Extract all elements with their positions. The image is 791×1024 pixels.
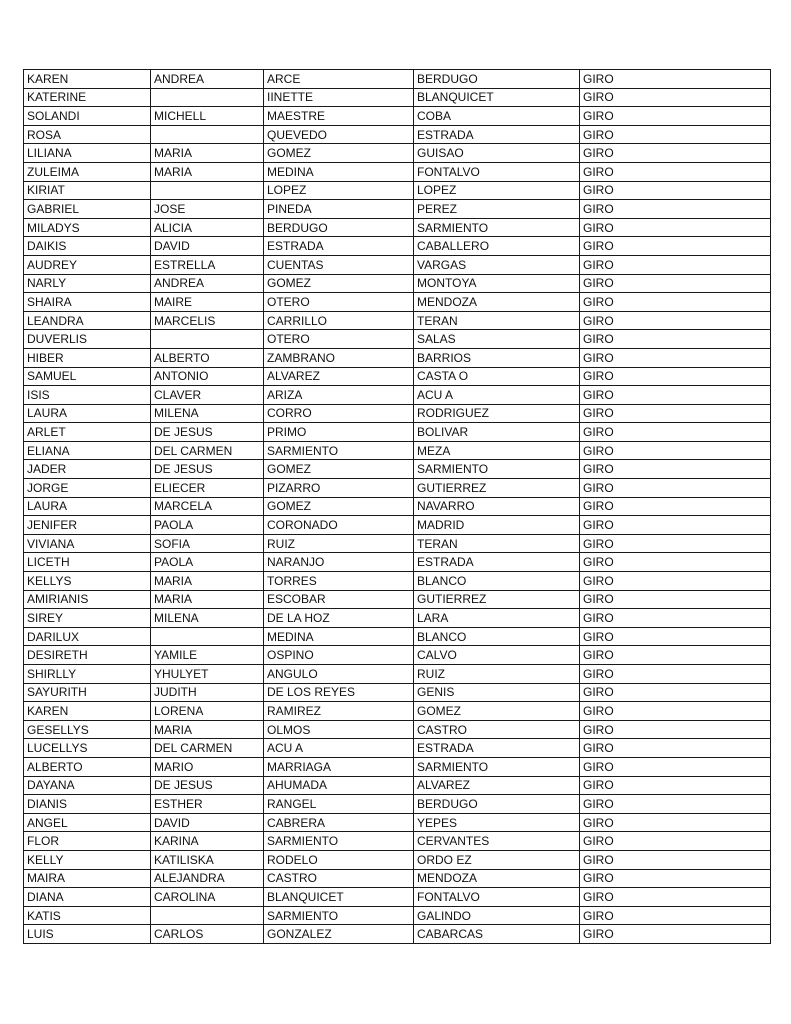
second-surname-cell: LOPEZ [414,181,580,200]
type-cell: GIRO [580,162,771,181]
type-cell: GIRO [580,70,771,89]
table-row [24,925,771,944]
first-name-cell: ROSA [24,125,151,144]
first-name-cell: MAIRA [24,869,151,888]
type-cell: GIRO [580,237,771,256]
first-surname-cell: PINEDA [264,200,414,219]
first-surname-cell: ARCE [264,70,414,89]
table-row [24,739,771,758]
first-surname-cell: ESTRADA [264,237,414,256]
type-cell: GIRO [580,627,771,646]
table-row [24,274,771,293]
type-cell: GIRO [580,125,771,144]
type-cell: GIRO [580,107,771,126]
type-cell: GIRO [580,311,771,330]
middle-name-cell: MARIA [151,162,264,181]
first-surname-cell: PRIMO [264,423,414,442]
middle-name-cell: CLAVER [151,386,264,405]
second-surname-cell: PEREZ [414,200,580,219]
middle-name-cell: DEL CARMEN [151,441,264,460]
table-row [24,906,771,925]
table-row [24,367,771,386]
first-name-cell: LEANDRA [24,311,151,330]
first-surname-cell: AHUMADA [264,776,414,795]
first-surname-cell: OLMOS [264,720,414,739]
first-surname-cell: ANGULO [264,665,414,684]
second-surname-cell: MONTOYA [414,274,580,293]
second-surname-cell: TERAN [414,534,580,553]
middle-name-cell: DE JESUS [151,460,264,479]
middle-name-cell: YHULYET [151,665,264,684]
middle-name-cell: ALEJANDRA [151,869,264,888]
first-name-cell: FLOR [24,832,151,851]
first-surname-cell: GOMEZ [264,144,414,163]
type-cell: GIRO [580,832,771,851]
second-surname-cell: GENIS [414,683,580,702]
middle-name-cell: MARIO [151,757,264,776]
second-surname-cell: BERDUGO [414,70,580,89]
table-row [24,497,771,516]
type-cell: GIRO [580,906,771,925]
middle-name-cell [151,181,264,200]
first-surname-cell: CABRERA [264,813,414,832]
type-cell: GIRO [580,850,771,869]
second-surname-cell: SARMIENTO [414,218,580,237]
first-name-cell: DARILUX [24,627,151,646]
first-name-cell: ANGEL [24,813,151,832]
first-name-cell: NARLY [24,274,151,293]
first-surname-cell: ZAMBRANO [264,348,414,367]
first-surname-cell: ALVAREZ [264,367,414,386]
first-name-cell: LICETH [24,553,151,572]
first-surname-cell: GONZALEZ [264,925,414,944]
first-name-cell: KELLYS [24,572,151,591]
first-surname-cell: PIZARRO [264,479,414,498]
type-cell: GIRO [580,441,771,460]
type-cell: GIRO [580,181,771,200]
type-cell: GIRO [580,367,771,386]
second-surname-cell: YEPES [414,813,580,832]
second-surname-cell: GALINDO [414,906,580,925]
second-surname-cell: MENDOZA [414,293,580,312]
type-cell: GIRO [580,534,771,553]
first-surname-cell: BERDUGO [264,218,414,237]
second-surname-cell: ESTRADA [414,739,580,758]
table-row [24,441,771,460]
second-surname-cell: COBA [414,107,580,126]
second-surname-cell: ORDO EZ [414,850,580,869]
middle-name-cell: DE JESUS [151,776,264,795]
first-name-cell: DIANIS [24,795,151,814]
first-name-cell: SAYURITH [24,683,151,702]
first-name-cell: DESIRETH [24,646,151,665]
table-row [24,255,771,274]
middle-name-cell: MARIA [151,720,264,739]
first-surname-cell: OSPINO [264,646,414,665]
first-surname-cell: TORRES [264,572,414,591]
first-name-cell: KATERINE [24,88,151,107]
middle-name-cell: MARIA [151,144,264,163]
first-name-cell: LILIANA [24,144,151,163]
middle-name-cell [151,906,264,925]
first-surname-cell: IINETTE [264,88,414,107]
table-row [24,423,771,442]
middle-name-cell: MILENA [151,609,264,628]
type-cell: GIRO [580,869,771,888]
type-cell: GIRO [580,813,771,832]
table-row [24,70,771,89]
table-row [24,609,771,628]
table-row [24,665,771,684]
second-surname-cell: BERDUGO [414,795,580,814]
type-cell: GIRO [580,423,771,442]
type-cell: GIRO [580,590,771,609]
second-surname-cell: ALVAREZ [414,776,580,795]
first-surname-cell: NARANJO [264,553,414,572]
middle-name-cell: PAOLA [151,553,264,572]
table-row [24,181,771,200]
middle-name-cell: MARCELA [151,497,264,516]
type-cell: GIRO [580,683,771,702]
middle-name-cell [151,627,264,646]
first-surname-cell: OTERO [264,330,414,349]
first-name-cell: ISIS [24,386,151,405]
table-row [24,348,771,367]
table-row [24,627,771,646]
table-row [24,683,771,702]
first-surname-cell: SARMIENTO [264,906,414,925]
type-cell: GIRO [580,702,771,721]
table-row [24,516,771,535]
second-surname-cell: CASTA O [414,367,580,386]
middle-name-cell: PAOLA [151,516,264,535]
first-name-cell: KELLY [24,850,151,869]
type-cell: GIRO [580,88,771,107]
first-name-cell: SHAIRA [24,293,151,312]
first-name-cell: ZULEIMA [24,162,151,181]
second-surname-cell: BOLIVAR [414,423,580,442]
first-surname-cell: CORRO [264,404,414,423]
type-cell: GIRO [580,386,771,405]
table-row [24,850,771,869]
table-row [24,572,771,591]
table-row [24,479,771,498]
middle-name-cell: CAROLINA [151,888,264,907]
table-row [24,293,771,312]
first-name-cell: LUIS [24,925,151,944]
first-name-cell: KATIS [24,906,151,925]
middle-name-cell: MARIA [151,590,264,609]
second-surname-cell: BLANQUICET [414,88,580,107]
second-surname-cell: ESTRADA [414,553,580,572]
first-name-cell: ARLET [24,423,151,442]
type-cell: GIRO [580,553,771,572]
first-name-cell: AMIRIANIS [24,590,151,609]
middle-name-cell: MILENA [151,404,264,423]
second-surname-cell: NAVARRO [414,497,580,516]
first-surname-cell: GOMEZ [264,274,414,293]
first-name-cell: AUDREY [24,255,151,274]
second-surname-cell: GOMEZ [414,702,580,721]
middle-name-cell: JUDITH [151,683,264,702]
second-surname-cell: GUISAO [414,144,580,163]
type-cell: GIRO [580,665,771,684]
first-name-cell: VIVIANA [24,534,151,553]
type-cell: GIRO [580,516,771,535]
table-row [24,162,771,181]
first-name-cell: SOLANDI [24,107,151,126]
first-surname-cell: MARRIAGA [264,757,414,776]
middle-name-cell [151,125,264,144]
table-row [24,107,771,126]
middle-name-cell: ANDREA [151,274,264,293]
first-surname-cell: CORONADO [264,516,414,535]
middle-name-cell: ANTONIO [151,367,264,386]
type-cell: GIRO [580,479,771,498]
table-row [24,404,771,423]
middle-name-cell: ESTRELLA [151,255,264,274]
first-surname-cell: ARIZA [264,386,414,405]
first-name-cell: JORGE [24,479,151,498]
first-surname-cell: MAESTRE [264,107,414,126]
second-surname-cell: RODRIGUEZ [414,404,580,423]
type-cell: GIRO [580,255,771,274]
second-surname-cell: CABARCAS [414,925,580,944]
middle-name-cell: CARLOS [151,925,264,944]
table-row [24,330,771,349]
type-cell: GIRO [580,572,771,591]
second-surname-cell: FONTALVO [414,888,580,907]
first-name-cell: SHIRLLY [24,665,151,684]
first-surname-cell: ACU A [264,739,414,758]
first-surname-cell: CARRILLO [264,311,414,330]
first-name-cell: ELIANA [24,441,151,460]
type-cell: GIRO [580,144,771,163]
middle-name-cell [151,330,264,349]
middle-name-cell [151,88,264,107]
table-row [24,813,771,832]
first-surname-cell: MEDINA [264,162,414,181]
second-surname-cell: GUTIERREZ [414,590,580,609]
first-name-cell: SIREY [24,609,151,628]
type-cell: GIRO [580,330,771,349]
type-cell: GIRO [580,460,771,479]
first-surname-cell: DE LOS REYES [264,683,414,702]
first-name-cell: KAREN [24,70,151,89]
type-cell: GIRO [580,888,771,907]
type-cell: GIRO [580,609,771,628]
first-name-cell: KIRIAT [24,181,151,200]
first-surname-cell: ESCOBAR [264,590,414,609]
type-cell: GIRO [580,200,771,219]
type-cell: GIRO [580,795,771,814]
middle-name-cell: MARIA [151,572,264,591]
second-surname-cell: CALVO [414,646,580,665]
middle-name-cell: MICHELL [151,107,264,126]
table-row [24,88,771,107]
type-cell: GIRO [580,925,771,944]
second-surname-cell: SARMIENTO [414,460,580,479]
table-row [24,144,771,163]
table-row [24,218,771,237]
middle-name-cell: YAMILE [151,646,264,665]
first-surname-cell: OTERO [264,293,414,312]
second-surname-cell: TERAN [414,311,580,330]
middle-name-cell: JOSE [151,200,264,219]
table-row [24,702,771,721]
table-row [24,757,771,776]
first-surname-cell: GOMEZ [264,497,414,516]
middle-name-cell: MARCELIS [151,311,264,330]
middle-name-cell: LORENA [151,702,264,721]
second-surname-cell: SARMIENTO [414,757,580,776]
middle-name-cell: SOFIA [151,534,264,553]
table-row [24,869,771,888]
first-surname-cell: SARMIENTO [264,832,414,851]
second-surname-cell: MADRID [414,516,580,535]
first-name-cell: JENIFER [24,516,151,535]
middle-name-cell: DE JESUS [151,423,264,442]
type-cell: GIRO [580,404,771,423]
first-surname-cell: RODELO [264,850,414,869]
second-surname-cell: CABALLERO [414,237,580,256]
table-row [24,386,771,405]
first-name-cell: GABRIEL [24,200,151,219]
first-name-cell: MILADYS [24,218,151,237]
table-row [24,720,771,739]
middle-name-cell: ESTHER [151,795,264,814]
type-cell: GIRO [580,776,771,795]
type-cell: GIRO [580,218,771,237]
first-name-cell: DUVERLIS [24,330,151,349]
table-row [24,125,771,144]
type-cell: GIRO [580,757,771,776]
middle-name-cell: DAVID [151,237,264,256]
middle-name-cell: KARINA [151,832,264,851]
table-row [24,553,771,572]
middle-name-cell: KATILISKA [151,850,264,869]
table-row [24,237,771,256]
first-surname-cell: CUENTAS [264,255,414,274]
first-name-cell: JADER [24,460,151,479]
table-row [24,646,771,665]
first-surname-cell: RUIZ [264,534,414,553]
second-surname-cell: LARA [414,609,580,628]
first-surname-cell: LOPEZ [264,181,414,200]
second-surname-cell: FONTALVO [414,162,580,181]
type-cell: GIRO [580,274,771,293]
table-row [24,888,771,907]
first-name-cell: DIANA [24,888,151,907]
type-cell: GIRO [580,646,771,665]
middle-name-cell: ALBERTO [151,348,264,367]
table-row [24,590,771,609]
first-surname-cell: RANGEL [264,795,414,814]
middle-name-cell: ALICIA [151,218,264,237]
type-cell: GIRO [580,348,771,367]
first-surname-cell: GOMEZ [264,460,414,479]
first-name-cell: HIBER [24,348,151,367]
first-name-cell: KAREN [24,702,151,721]
middle-name-cell: ELIECER [151,479,264,498]
second-surname-cell: BLANCO [414,627,580,646]
first-surname-cell: RAMIREZ [264,702,414,721]
second-surname-cell: VARGAS [414,255,580,274]
second-surname-cell: GUTIERREZ [414,479,580,498]
names-table [23,69,771,944]
first-name-cell: DAYANA [24,776,151,795]
second-surname-cell: CERVANTES [414,832,580,851]
first-surname-cell: CASTRO [264,869,414,888]
middle-name-cell: DAVID [151,813,264,832]
table-row [24,200,771,219]
first-name-cell: ALBERTO [24,757,151,776]
second-surname-cell: ACU A [414,386,580,405]
middle-name-cell: DEL CARMEN [151,739,264,758]
table-row [24,832,771,851]
second-surname-cell: SALAS [414,330,580,349]
second-surname-cell: RUIZ [414,665,580,684]
first-name-cell: GESELLYS [24,720,151,739]
table-row [24,460,771,479]
first-surname-cell: DE LA HOZ [264,609,414,628]
table-row [24,776,771,795]
middle-name-cell: MAIRE [151,293,264,312]
type-cell: GIRO [580,739,771,758]
first-surname-cell: MEDINA [264,627,414,646]
first-name-cell: LAURA [24,497,151,516]
type-cell: GIRO [580,293,771,312]
type-cell: GIRO [580,497,771,516]
table-row [24,534,771,553]
first-name-cell: DAIKIS [24,237,151,256]
second-surname-cell: ESTRADA [414,125,580,144]
second-surname-cell: CASTRO [414,720,580,739]
type-cell: GIRO [580,720,771,739]
second-surname-cell: BARRIOS [414,348,580,367]
first-name-cell: LAURA [24,404,151,423]
table-row [24,311,771,330]
first-surname-cell: BLANQUICET [264,888,414,907]
first-surname-cell: QUEVEDO [264,125,414,144]
first-name-cell: LUCELLYS [24,739,151,758]
middle-name-cell: ANDREA [151,70,264,89]
first-name-cell: SAMUEL [24,367,151,386]
second-surname-cell: MENDOZA [414,869,580,888]
table-row [24,795,771,814]
second-surname-cell: MEZA [414,441,580,460]
first-surname-cell: SARMIENTO [264,441,414,460]
names-table-body [24,70,771,944]
second-surname-cell: BLANCO [414,572,580,591]
